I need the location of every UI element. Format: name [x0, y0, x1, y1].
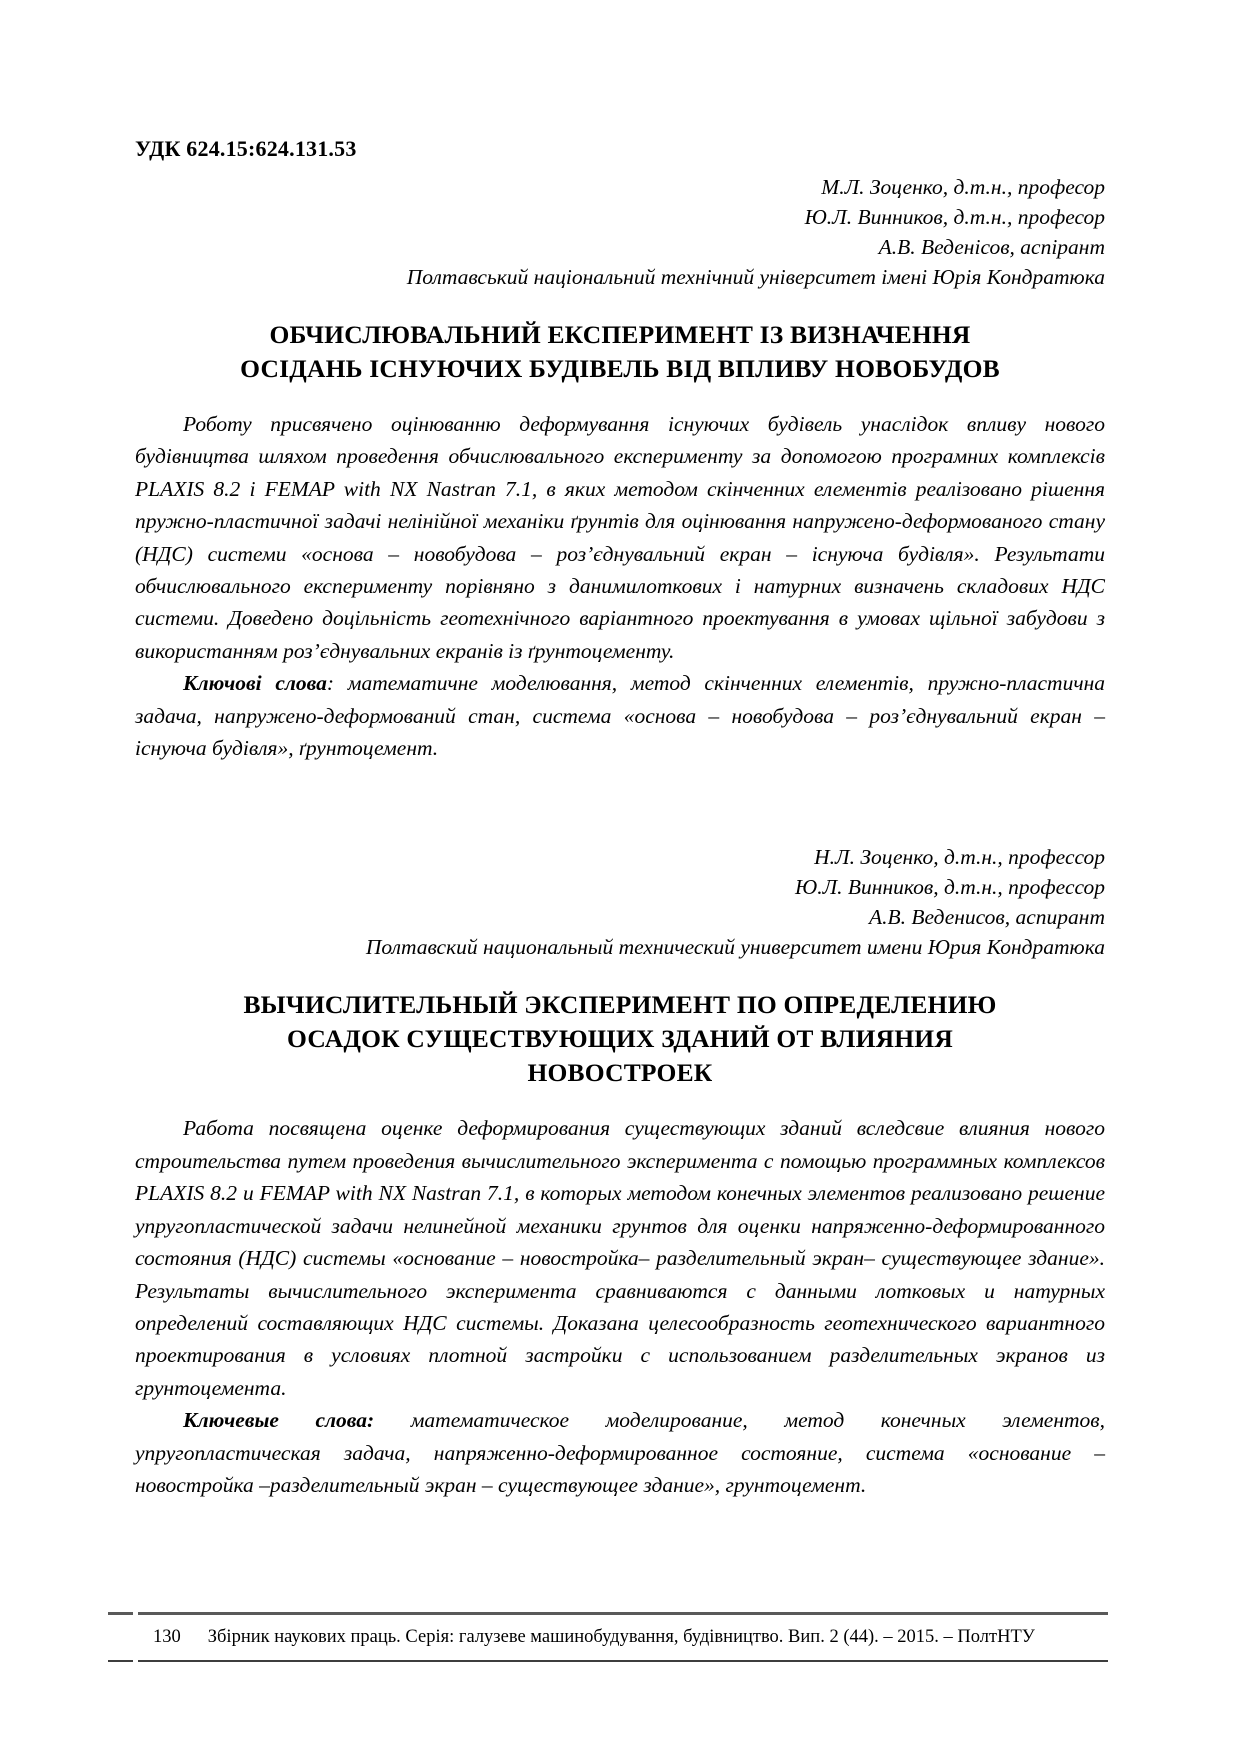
keywords-ru [135, 1404, 1105, 1501]
keywords-ru-text: математическое моделирование, метод конечных элементов, упругопластическая задача, напряженно-деформированное состояние, система «основание – новостройка –разделительный экран – существующее здание», грунтоцемент. [135, 1408, 1105, 1497]
author-line: М.Л. Зоценко, д.т.н., професор [821, 175, 1105, 199]
udc-code: УДК 624.15:624.131.53 [135, 136, 357, 161]
article-title-uk [135, 318, 1105, 386]
title-line: ОСАДОК СУЩЕСТВУЮЩИХ ЗДАНИЙ ОТ ВЛИЯНИЯ [287, 1024, 953, 1054]
author-line: Н.Л. Зоценко, д.т.н., профессор [814, 845, 1105, 870]
abstract-uk-block [135, 408, 1105, 764]
page-footer [108, 1612, 1108, 1662]
abstract-ru: Работа посвящена оценке деформирования существующих зданий вследсвие влияния нового строительства путем проведения вычислительного эксперимента с помощью программных комплексов PLAXIS 8.2 и FEMAP with NX Nastran 7.1, в которых методом конечных элементов реализовано решение упругопластической задачи нелинейной механики грунтов для оценки напряженно-деформированного состояния (НДС) системы «основание – новостройка– разделительный экран– существующее здание». Результаты вычислительного эксперимента сравниваются с данными лотковых и натурных определений составляющих НДС системы. Доказана целесообразность геотехнического вариантного проектирования в условиях плотной застройки с использованием разделительных экранов из грунтоцемента. [135, 1116, 1105, 1400]
page-content [135, 136, 1105, 1501]
title-line: ВЫЧИСЛИТЕЛЬНЫЙ ЭКСПЕРИМЕНТ ПО ОПРЕДЕЛЕНИЮ [243, 990, 997, 1020]
footer-journal-info: Збірник наукових праць. Серія: галузеве машинобудування, будівництво. Вип. 2 (44). – 2015. – ПолтНТУ [207, 1627, 1035, 1647]
title-line: ОБЧИСЛЮВАЛЬНИЙ ЕКСПЕРИМЕНТ ІЗ ВИЗНАЧЕННЯ [269, 320, 971, 349]
abstract-uk: Роботу присвячено оцінюванню деформування існуючих будівель унаслідок впливу нового будівництва шляхом проведення обчислювального експерименту за допомогою програмних комплексів PLAXIS 8.2 і FEMAP with NX Nastran 7.1, в яких методом скінченних елементів реалізовано рішення пружно-пластичної задачі нелінійної механіки ґрунтів для оцінювання напружено-деформованого стану (НДС) системи «основа – новобудова – роз’єднувальний екран – існуюча будівля». Результати обчислювального експерименту порівняно з данимилоткових і натурних визначень складових НДС системи. Доведено доцільність геотехнічного варіантного проектування в умовах щільної забудови з використанням роз’єднувальних екранів із ґрунтоцементу. [135, 412, 1105, 663]
author-line: А.В. Веденисов, аспирант [869, 905, 1105, 930]
title-line: ОСІДАНЬ ІСНУЮЧИХ БУДІВЕЛЬ ВІД ВПЛИВУ НОВОБУДОВ [240, 354, 1000, 383]
abstract-ru-block [135, 1112, 1105, 1501]
footer-left-cell [108, 1612, 133, 1662]
author-line: А.В. Веденісов, аспірант [878, 235, 1105, 259]
affiliation-line: Полтавский национальный технический университет имени Юрия Кондратюка [365, 935, 1105, 960]
keywords-ru-label: Ключевые слова: [183, 1408, 375, 1433]
page-number: 130 [153, 1627, 181, 1647]
authors-uk-block [135, 172, 1105, 292]
affiliation-line: Полтавський національний технічний університет імені Юрія Кондратюка [406, 265, 1105, 289]
footer-main-cell [138, 1612, 1108, 1662]
keywords-uk-label: Ключові слова [183, 671, 327, 696]
author-line: Ю.Л. Винников, д.т.н., професор [804, 205, 1105, 229]
title-line: НОВОСТРОЕК [527, 1058, 713, 1088]
author-line: Ю.Л. Винников, д.т.н., профессор [795, 875, 1105, 900]
article-title-ru [135, 988, 1105, 1090]
keywords-uk [135, 667, 1105, 764]
authors-ru-block [135, 842, 1105, 962]
keywords-uk-text: : математичне моделювання, метод скінченних елементів, пружно-пластична задача, напружено-деформований стан, система «основа – новобудова – роз’єднувальний екран – існуюча будівля», ґрунтоцемент. [135, 671, 1105, 761]
